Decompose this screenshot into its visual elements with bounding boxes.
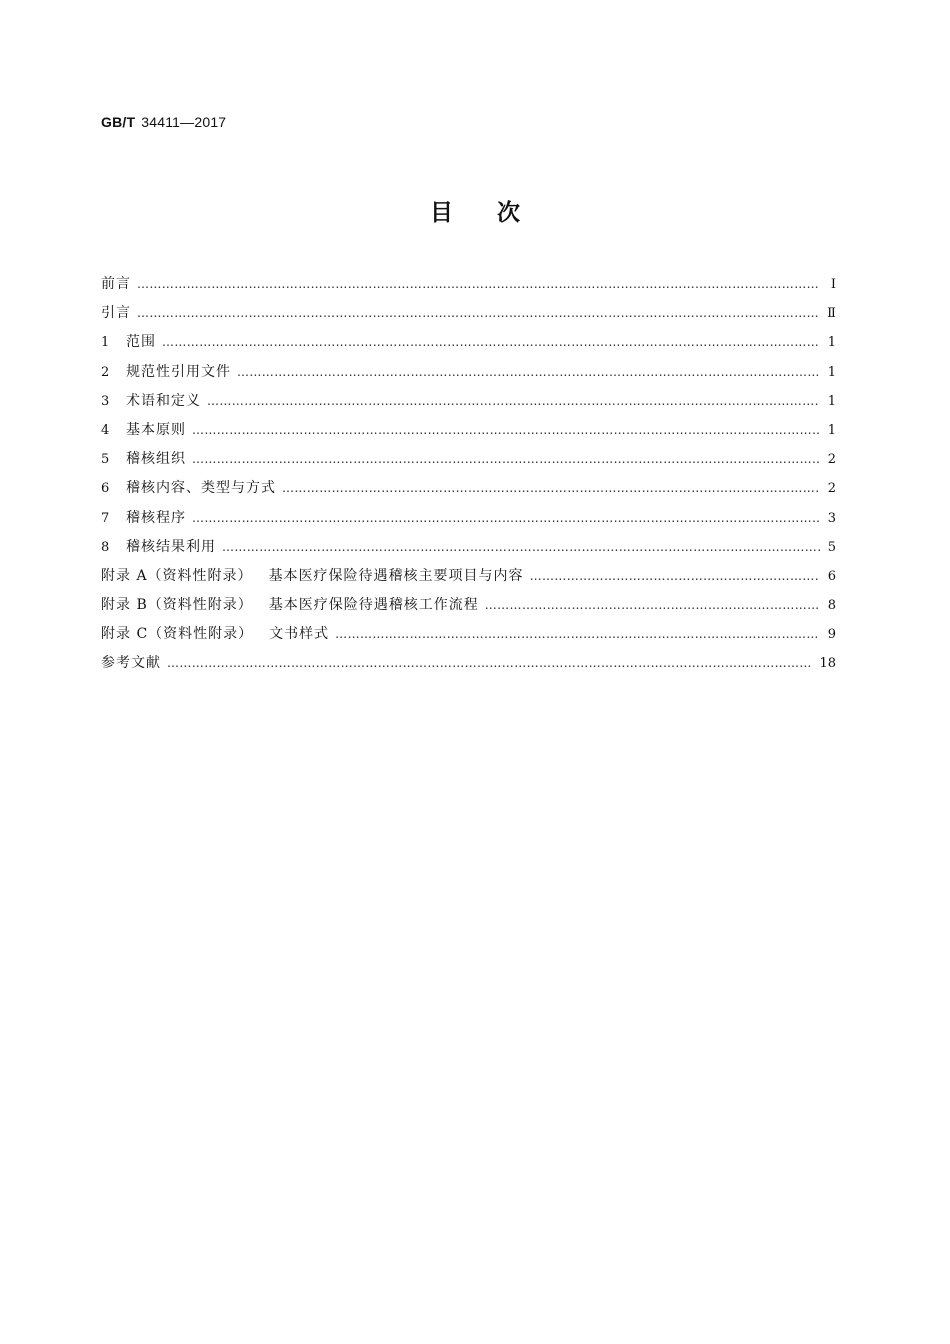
standard-prefix: GB/T bbox=[101, 114, 136, 130]
toc-entry-label: 附录 B（资料性附录） bbox=[101, 597, 253, 614]
toc-entry-number: 2 bbox=[101, 364, 110, 380]
toc-entry-scope[interactable] bbox=[101, 328, 836, 357]
toc-entry-normative-references[interactable] bbox=[101, 358, 836, 387]
toc-entry-terms-definitions[interactable] bbox=[101, 387, 836, 416]
toc-entry-number: 4 bbox=[101, 422, 110, 438]
toc-leader-dots bbox=[207, 387, 820, 416]
toc-entry-page: Ⅰ bbox=[830, 277, 836, 292]
toc-entry-label: 稽核程序 bbox=[126, 509, 186, 526]
toc-entry-page: 1 bbox=[827, 393, 836, 409]
toc-entry-number: 5 bbox=[101, 452, 110, 468]
toc-entry-label: 参考文献 bbox=[101, 655, 161, 672]
toc-entry-audit-organization[interactable] bbox=[101, 445, 836, 474]
toc-entry-audit-content-types[interactable] bbox=[101, 474, 836, 503]
toc-leader-dots bbox=[137, 270, 820, 299]
toc-leader-dots bbox=[192, 416, 820, 445]
toc-entry-label: 附录 C（资料性附录） bbox=[101, 626, 254, 643]
toc-entry-page: 1 bbox=[827, 364, 836, 380]
toc-entry-audit-procedure[interactable] bbox=[101, 504, 836, 533]
toc-entry-annex-c[interactable] bbox=[101, 620, 836, 649]
toc-entry-page: 2 bbox=[827, 452, 836, 468]
toc-entry-page: Ⅱ bbox=[827, 306, 836, 322]
toc-entry-number: 1 bbox=[101, 335, 110, 351]
toc-leader-dots bbox=[192, 504, 820, 533]
toc-leader-dots bbox=[192, 445, 820, 474]
toc-entry-introduction[interactable] bbox=[101, 299, 836, 328]
toc-entry-page: 3 bbox=[827, 510, 836, 526]
toc-entry-page: 9 bbox=[827, 627, 836, 643]
page-title: 目次 bbox=[430, 200, 564, 226]
toc-entry-annex-b[interactable] bbox=[101, 591, 836, 620]
toc-entry-label: 稽核结果利用 bbox=[126, 538, 216, 555]
toc-leader-dots bbox=[282, 474, 820, 503]
standard-number: 34411—2017 bbox=[141, 114, 227, 130]
toc-entry-basic-principles[interactable] bbox=[101, 416, 836, 445]
toc-leader-dots bbox=[485, 591, 820, 620]
toc-entry-annex-a[interactable] bbox=[101, 562, 836, 591]
toc-entry-label: 范围 bbox=[126, 334, 156, 351]
toc-entry-label: 引言 bbox=[101, 305, 131, 322]
toc-entry-page: 1 bbox=[827, 335, 836, 351]
toc-entry-label: 前言 bbox=[101, 276, 131, 292]
toc-entry-foreword[interactable] bbox=[101, 270, 836, 299]
toc-entry-subtitle: 文书样式 bbox=[269, 626, 330, 643]
toc-entry-page: 1 bbox=[827, 422, 836, 438]
toc-entry-label: 规范性引用文件 bbox=[126, 363, 231, 380]
toc-leader-dots bbox=[237, 358, 820, 387]
toc-leader-dots bbox=[162, 328, 820, 357]
toc-entry-label: 附录 A（资料性附录） bbox=[101, 567, 253, 584]
toc-entry-number: 8 bbox=[101, 539, 110, 555]
toc-entry-subtitle: 基本医疗保险待遇稽核主要项目与内容 bbox=[268, 567, 524, 584]
toc-leader-dots bbox=[530, 562, 820, 591]
toc-entry-page: 2 bbox=[827, 481, 836, 497]
toc-entry-page: 8 bbox=[827, 598, 836, 614]
toc-entry-page: 18 bbox=[819, 656, 836, 672]
toc-entry-page: 6 bbox=[827, 568, 836, 584]
toc-entry-label: 术语和定义 bbox=[126, 392, 201, 409]
toc-entry-number: 3 bbox=[101, 393, 110, 409]
toc-entry-page: 5 bbox=[827, 539, 836, 555]
toc-entry-label: 稽核组织 bbox=[126, 451, 186, 468]
standard-code bbox=[101, 114, 226, 130]
toc-leader-dots bbox=[335, 620, 820, 649]
toc-entry-number: 6 bbox=[101, 481, 110, 497]
toc-entry-label: 稽核内容、类型与方式 bbox=[126, 480, 276, 497]
table-of-contents bbox=[101, 270, 836, 679]
toc-entry-audit-results-use[interactable] bbox=[101, 533, 836, 562]
toc-leader-dots bbox=[222, 533, 820, 562]
toc-entry-number: 7 bbox=[101, 510, 110, 526]
toc-entry-subtitle: 基本医疗保险待遇稽核工作流程 bbox=[268, 597, 479, 614]
toc-entry-bibliography[interactable] bbox=[101, 649, 836, 678]
toc-leader-dots bbox=[167, 649, 813, 678]
toc-entry-label: 基本原则 bbox=[126, 421, 186, 438]
toc-leader-dots bbox=[137, 299, 820, 328]
